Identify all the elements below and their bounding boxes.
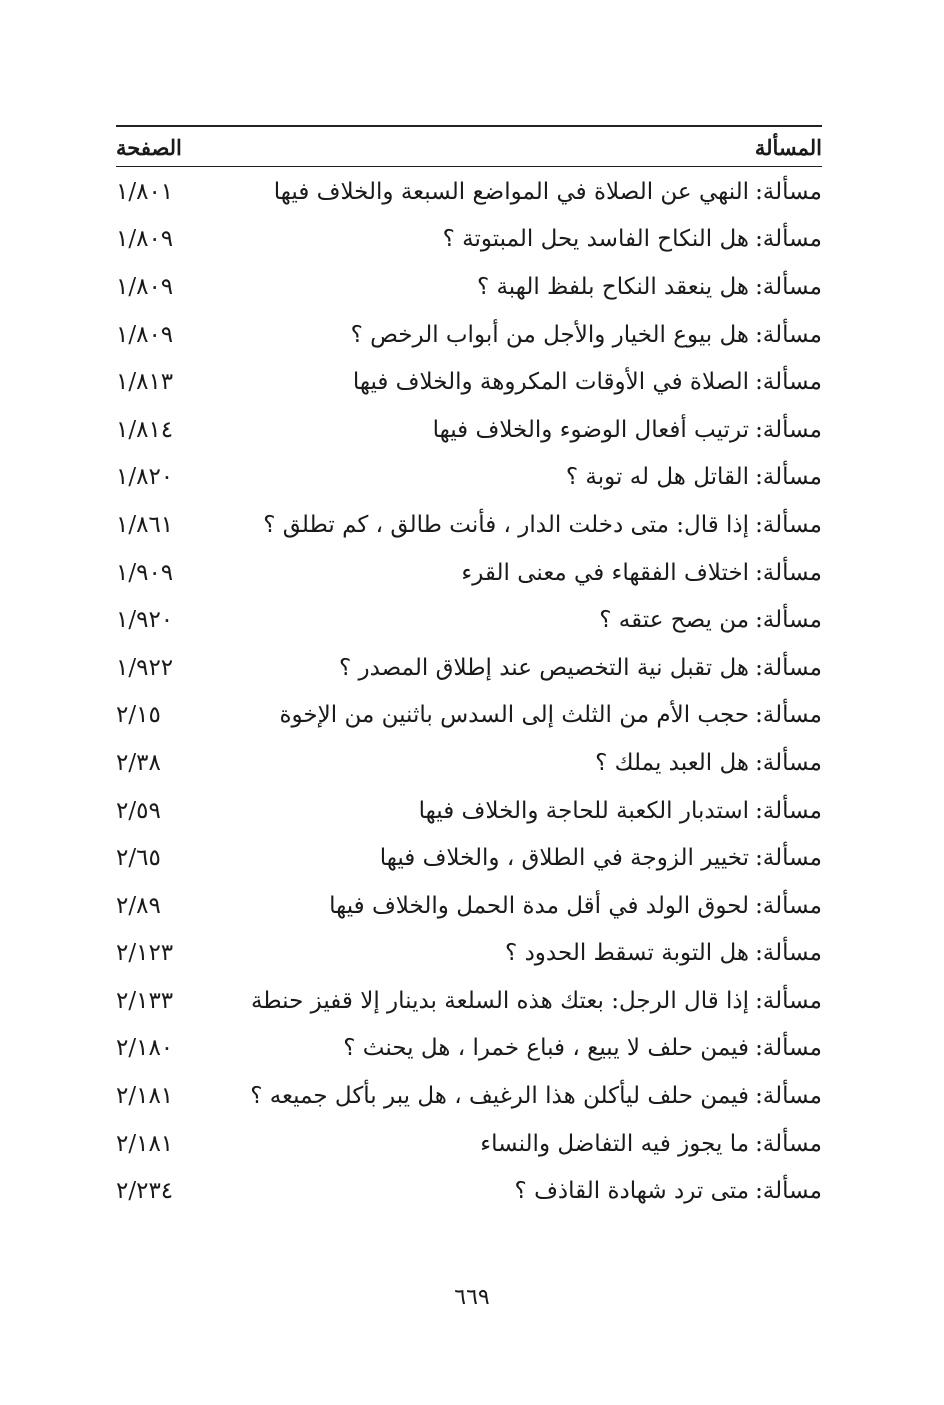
table-row <box>116 406 822 454</box>
question-text: فيمن حلف لا يبيع ، فباع خمرا ، هل يحنث ؟ <box>343 1035 750 1062</box>
page-reference: ١/٨١٤ <box>116 416 174 443</box>
page-reference: ٢/٣٨ <box>116 749 161 776</box>
page-reference: ١/٨٦١ <box>116 511 174 538</box>
question-text: من يصح عتقه ؟ <box>599 607 750 634</box>
page-reference: ٢/١٥ <box>116 702 161 729</box>
question-text: تخيير الزوجة في الطلاق ، والخلاف فيها <box>379 845 750 872</box>
question-label: مسألة: <box>755 416 822 443</box>
table-row <box>116 644 822 692</box>
page-reference: ٢/٨٩ <box>116 892 161 919</box>
question-label: مسألة: <box>755 940 822 967</box>
question-cell <box>353 369 822 395</box>
table-row <box>116 739 822 787</box>
table-row <box>116 168 822 216</box>
question-label: مسألة: <box>755 797 822 824</box>
table-row <box>116 692 822 740</box>
page-reference: ١/٩٢٠ <box>116 607 174 634</box>
question-cell <box>250 1083 822 1109</box>
question-text: لحوق الولد في أقل مدة الحمل والخلاف فيها <box>329 892 750 919</box>
table-row <box>116 216 822 264</box>
table-row <box>116 930 822 978</box>
question-text: استدبار الكعبة للحاجة والخلاف فيها <box>418 797 750 824</box>
page-reference: ٢/٢٣٤ <box>116 1178 174 1205</box>
table-row <box>116 311 822 359</box>
question-label: مسألة: <box>755 511 822 538</box>
table-row <box>116 263 822 311</box>
question-cell <box>566 464 822 490</box>
question-label: مسألة: <box>755 1083 822 1110</box>
question-cell <box>599 607 822 633</box>
question-column-header: المسألة <box>754 134 822 160</box>
page-reference: ٢/١٨٠ <box>116 1035 174 1062</box>
question-text: الصلاة في الأوقات المكروهة والخلاف فيها <box>352 369 750 396</box>
table-row <box>116 1025 822 1073</box>
page-reference: ٢/٦٥ <box>116 845 161 872</box>
question-cell <box>419 798 822 824</box>
question-label: مسألة: <box>755 273 822 300</box>
question-label: مسألة: <box>755 1035 822 1062</box>
question-text: ما يجوز فيه التفاضل والنساء <box>480 1130 750 1157</box>
question-cell <box>263 512 822 538</box>
question-label: مسألة: <box>755 702 822 729</box>
question-cell <box>279 702 822 728</box>
table-row <box>116 549 822 597</box>
question-label: مسألة: <box>755 607 822 634</box>
question-cell <box>480 1131 822 1157</box>
question-label: مسألة: <box>755 987 822 1014</box>
question-text: حجب الأم من الثلث إلى السدس باثنين من الإخوة <box>279 702 750 729</box>
question-cell <box>461 560 822 586</box>
table-header <box>116 128 822 166</box>
page-reference: ٢/١٨١ <box>116 1083 174 1110</box>
question-label: مسألة: <box>755 226 822 253</box>
page-reference: ٢/١٢٣ <box>116 940 174 967</box>
question-cell <box>477 274 822 300</box>
question-cell <box>351 322 822 348</box>
question-label: مسألة: <box>755 1130 822 1157</box>
question-label: مسألة: <box>755 559 822 586</box>
question-cell <box>274 179 822 205</box>
question-text: هل ينعقد النكاح بلفظ الهبة ؟ <box>476 273 750 300</box>
page-reference: ١/٨٢٠ <box>116 464 174 491</box>
question-cell <box>329 893 822 919</box>
question-text: النهي عن الصلاة في المواضع السبعة والخلاف فيها <box>273 178 750 205</box>
question-cell <box>505 940 822 966</box>
table-row <box>116 977 822 1025</box>
question-text: إذا قال: متى دخلت الدار ، فأنت طالق ، كم تطلق ؟ <box>263 511 750 538</box>
header-rule <box>116 166 822 167</box>
question-cell <box>515 1178 822 1204</box>
question-cell <box>443 226 822 252</box>
table-row <box>116 501 822 549</box>
question-label: مسألة: <box>755 321 822 348</box>
page-reference: ١/٨٠٩ <box>116 226 174 253</box>
question-text: هل التوبة تسقط الحدود ؟ <box>505 940 750 967</box>
question-label: مسألة: <box>755 749 822 776</box>
question-text: القاتل هل له توبة ؟ <box>565 464 750 491</box>
table-row <box>116 596 822 644</box>
question-label: مسألة: <box>755 1178 822 1205</box>
page-number: ٦٦٩ <box>454 1285 490 1310</box>
question-label: مسألة: <box>755 464 822 491</box>
page-reference: ٢/٥٩ <box>116 797 161 824</box>
question-cell <box>595 750 822 776</box>
page-reference: ١/٨١٣ <box>116 369 174 396</box>
table-row <box>116 1167 822 1215</box>
page-reference: ٢/١٨١ <box>116 1130 174 1157</box>
table-row <box>116 1072 822 1120</box>
table-row <box>116 358 822 406</box>
question-cell <box>251 988 822 1014</box>
table-row <box>116 882 822 930</box>
question-text: هل بيوع الخيار والأجل من أبواب الرخص ؟ <box>350 321 750 348</box>
question-text: ترتيب أفعال الوضوء والخلاف فيها <box>432 416 750 443</box>
table-row <box>116 454 822 502</box>
question-cell <box>433 417 822 443</box>
question-label: مسألة: <box>755 892 822 919</box>
question-text: متى ترد شهادة القاذف ؟ <box>514 1178 750 1205</box>
page-reference: ١/٨٠٩ <box>116 273 174 300</box>
question-text: هل النكاح الفاسد يحل المبتوتة ؟ <box>442 226 750 253</box>
page-column-header: الصفحة <box>116 134 182 160</box>
page-reference: ٢/١٣٣ <box>116 987 174 1014</box>
question-cell <box>339 655 822 681</box>
page-reference: ١/٩٠٩ <box>116 559 174 586</box>
question-text: هل العبد يملك ؟ <box>595 749 750 776</box>
question-label: مسألة: <box>755 654 822 681</box>
question-label: مسألة: <box>755 178 822 205</box>
top-rule <box>116 125 822 127</box>
question-cell <box>380 845 822 871</box>
page-reference: ١/٨٠١ <box>116 178 174 205</box>
index-table <box>116 168 822 1215</box>
page-reference: ١/٨٠٩ <box>116 321 174 348</box>
question-text: فيمن حلف ليأكلن هذا الرغيف ، هل يبر بأكل جميعه ؟ <box>250 1083 750 1110</box>
page-reference: ١/٩٢٢ <box>116 654 174 681</box>
question-text: هل تقبل نية التخصيص عند إطلاق المصدر ؟ <box>338 654 750 681</box>
table-row <box>116 1120 822 1168</box>
table-row <box>116 834 822 882</box>
question-label: مسألة: <box>755 845 822 872</box>
question-text: اختلاف الفقهاء في معنى القرء <box>461 559 750 586</box>
table-row <box>116 787 822 835</box>
question-cell <box>343 1035 822 1061</box>
question-label: مسألة: <box>755 369 822 396</box>
question-text: إذا قال الرجل: بعتك هذه السلعة بدينار إلا قفيز حنطة <box>250 987 750 1014</box>
